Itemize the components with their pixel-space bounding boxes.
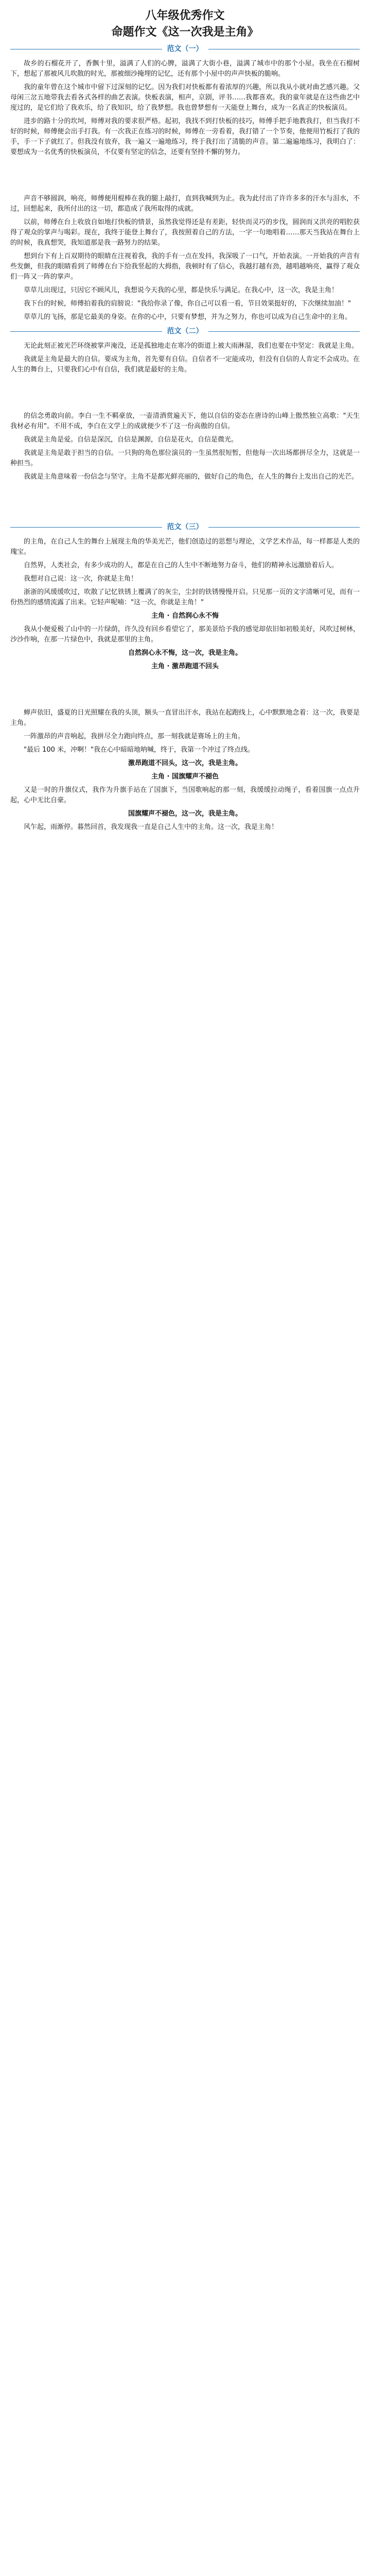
paragraph: 又是一时的升旗仪式，我作为升旗手站在了国旗下，当国歌响起的那一刻，我缓缓拉动绳子，看着国旗一点点升起，心中无比自豪。 [10, 786, 360, 804]
blank-gap [10, 161, 360, 194]
section-divider [10, 522, 360, 532]
paragraph: 我从小便爱极了山中的一片绿荫，许久没有回乡看望它了，那美景给予我的感觉却依旧如初般美好，风吹过树林，沙沙作响，在那一片绿色中，我就是那里的主角。 [10, 625, 360, 643]
divider-line-right [208, 527, 360, 528]
paragraph: 我想对自己说：这一次，你就是主角！ [24, 575, 138, 583]
paragraph: 风乍起，雨渐停。暮然回首，我发现我一直是自己人生中的主角。这一次，我是主角！ [24, 823, 278, 831]
paragraph: 蝉声依旧，盛夏的日光照耀在我的头顶，额头一直冒出汗水，我站在起跑线上，心中默默地念着：这一次，我要是主角。 [10, 709, 360, 727]
essay-page [0, 8, 370, 2576]
paragraph: 的主角，在自己人生的舞台上展现主角的华美光芒，他们创造过的思想与理论，文学艺术作品，每一样都是人类的瑰宝。 [10, 538, 360, 556]
paragraph: 的信念勇敢向前。李白一生不羁豪放，一壶清酒赏遍天下，他以自信的姿态在唐诗的山峰上傲然独立高歌："天生我材必有用"。不用不成，李白在文学上的成就便少不了这一份高傲的自信。 [10, 412, 360, 430]
section-divider [10, 327, 360, 336]
paragraph: 以前，师傅在台上收放自如地打快板的情景，虽然我觉得还是有差距，轻快而灵巧的步伐，圆润而又洪亮的唱腔获得了观众的掌声与喝彩。现在，我终于能登上舞台了，我按照着自己的方法，一字一句地唱着……那天当我站在舞台上的时候，我真想哭，我知道那是我一路努力的结果。 [10, 218, 360, 247]
section-label: 范文（一） [167, 45, 203, 53]
section-3 [10, 485, 360, 833]
paragraph: 一阵激昂的声音响起，我拼尽全力跑向终点，那一刻我就是赛场上的主角。 [24, 733, 245, 740]
paragraph: 故乡的石榴花开了，香飘十里，溢满了人们的心脾，溢满了大街小巷，溢满了城市中的那个小屋。我坐在石榴树下，想起了那被风儿吹散的时光，那被细沙掩埋的记忆，还有那个小屋中的声声快板的脆响。 [10, 60, 360, 78]
paragraph: 草草儿出现过，只因它不顾风儿，我想说今天我的心里，都是快乐与满足。在我心中，这一次，我是主角！ [24, 286, 339, 294]
paragraph: 想到台下有上百双期待的眼睛在注视着我，我的手有一点在发抖，我深吸了一口气，开始表演。一开始我的声音有些发颤，但我的眼睛看到了师傅在台下给我竖起的大拇指，我顿时有了信心，我越打越有劲，越唱越响亮，赢得了观众们一阵又一阵的掌声。 [10, 252, 360, 281]
paragraph: 浙浙的风缓缓吹过，吹散了记忆铁锈上覆满了的灰尘，尘封的铁锈慢慢开启。只见那一页的文字清晰可见，而有一份热烈的感情流露了出来。它轻声呢喃："这一次，你就是主角！" [10, 588, 360, 606]
section-label: 范文（二） [167, 327, 203, 335]
paragraph: 声音不够圆润，响亮，师傅便用棍棒在我的腿上敲打，直到我喊到为止。我为此付出了许许多多的汗水与泪水，不过，回想起来，我所付出的这一切，都造成了我所取得的成就。 [10, 195, 360, 213]
subheading: 自然润心永不悔，这一次，我是主角。 [128, 649, 242, 657]
paragraph: 我下台的时候，师傅拍着我的肩膀说："我给你录了像，你自己可以看一看，节目效果挺好的，下次继续加油！" [24, 300, 351, 308]
divider-line-left [10, 331, 162, 332]
paragraph: 进步的路十分的坎坷，师傅对我的要求很严格。起初，我找不到打快板的技巧，师傅手把手地教我打，但当我打不好的时候，师傅便会出手打我。有一次我正在练习的时候，师傅在一旁看着，我打错了一个节奏，他便用竹板打了我的手，手一下子就红了。但我没有放弃，我一遍又一遍地练习，终于我打出了清脆的声音。第二遍遍地练习，我明白了：要想成为一名优秀的快板演员，不仅要有坚定的信念，还要有坚持不懈的努力。 [10, 117, 360, 156]
subheading: 激昂跑道不回头，这一次，我是主角。 [128, 759, 242, 767]
divider-line-left [10, 527, 162, 528]
subheading: 主角 · 自然润心永不悔 [151, 612, 219, 620]
blank-gap [10, 675, 360, 708]
paragraph: 我就是主角意味着一份信念与坚守。主角不是都光鲜亮丽的，做好自己的角色，在人生的舞台上发出自己的光芒。 [24, 473, 359, 481]
section-1 [10, 44, 360, 323]
paragraph: "最后 100 米，冲啊！"我在心中暗暗地呐喊，终于，我第一个冲过了终点线。 [24, 746, 255, 754]
subheading: 国旗耀声不褪色，这一次，我是主角。 [128, 810, 242, 818]
paragraph: 我就是主角是敢于担当的自信。一只狗的角色那位演员的一生虽然很短暂，但他每一次出场都拼尽全力，这就是一种担当。 [10, 449, 360, 467]
paragraph: 我就是主角是爱。自信是深沉，自信是渊源，自信是花火，自信是微光。 [24, 436, 238, 444]
divider-line-right [208, 331, 360, 332]
section-2 [10, 327, 360, 482]
section-label: 范文（三） [167, 523, 203, 531]
paragraph: 无论此刻正被光芒环绕被掌声淹没，还是孤独地走在寒冷的街道上被大雨淋湿，我们也要在中坚定：我就是主角。 [24, 342, 359, 350]
paragraph: 我的童年曾在这个城市中留下过深刻的记忆。因为我们对快板都有着浓厚的兴趣，所以我从小就对曲艺感兴趣。父母闲三岔五地带我去看各式各样的曲艺表演。快板表演，相声，京剧，评书……我都喜欢。我的童年就是在这些曲艺中度过的，是它们给了我欢乐，给了我知识，给了我梦想。我也曾梦想有一天能登上舞台，成为一名真正的快板演员。 [10, 83, 360, 112]
subheading: 主角 · 国旗耀声不褪色 [151, 773, 219, 781]
page-subtitle: 命题作文《这一次我是主角》 [111, 26, 259, 39]
blank-gap [10, 485, 360, 518]
section-divider [10, 44, 360, 54]
blank-gap [10, 378, 360, 411]
subheading: 主角 · 激昂跑道不回头 [151, 663, 219, 670]
page-title: 八年级优秀作文 [145, 9, 225, 22]
paragraph: 我就是主角是最大的自信。要成为主角，首先要有自信。自信者不一定能成功，但没有自信的人肯定不会成功。在人生的舞台上，只要我们心中有自信，我们就是最好的主角。 [10, 355, 360, 374]
paragraph: 自然界，人类社会，有多少成功的人，都是在自己的人生中不断地努力奋斗，他们的精神永远激励着后人。 [24, 562, 339, 569]
paragraph: 草草儿的飞扬，那是它最美的身姿。在你的心中，只要有梦想，并为之努力，你也可以成为自己生命中的主角。 [24, 313, 352, 321]
